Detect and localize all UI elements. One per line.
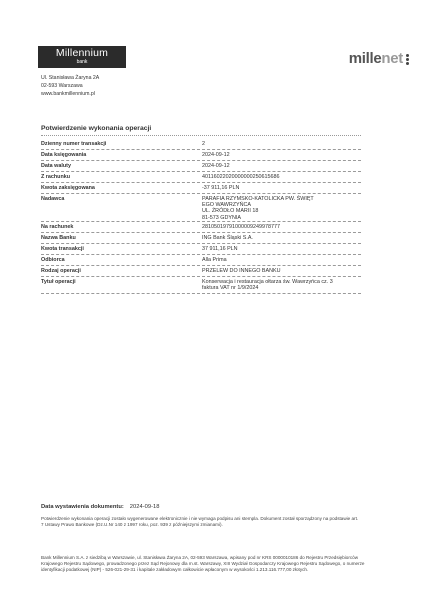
detail-label: Kwota zaksięgowana [41,185,95,191]
detail-label: Na rachunek [41,224,74,230]
detail-label: Dzienny numer transakcji [41,141,107,147]
millenet-logo [349,50,410,67]
detail-row [41,194,361,222]
detail-row [41,233,361,244]
detail-value [202,194,361,221]
detail-value-line: EGO WAWRZYŃCA [202,202,252,209]
detail-value: 28105019791000009249978777 [202,224,280,230]
detail-value: 2024-09-12 [202,152,230,158]
detail-label: Data księgowania [41,152,87,158]
detail-label: Data waluty [41,163,71,169]
divider [41,135,361,136]
detail-label: Tytuł operacji [41,279,76,285]
bank-legal-info: Bank Millennium S.A. z siedzibą w Warszawie, ul. Stanisława Żaryna 2A, 02-593 Warszawa, wpisany pod nr KRS 0000010186 do Rejestru Przedsiębiorców Krajowego Rejestru Sądowego, prowadzonego przez Sąd Rejonowy dla m.st. Warszawy, XIII Wydział Gospodarczy Krajowego Rejestru Sądowego, o numerze identyfikacji podatkowej (NIP) - 526-021-29-31 i kapitale zakładowym całkowicie wpłaconym w wysokości 1.213.116.777,00 złotych. [41,555,365,573]
detail-row [41,222,361,233]
document-date-label: Data wystawienia dokumentu: [41,504,124,510]
address-line: 02-593 Warszawa [41,83,83,90]
detail-value: 2 [202,141,205,147]
detail-value: ING Bank Śląski S.A. [202,235,253,241]
document-date [41,504,159,510]
electronic-notice: Potwierdzenie wykonania operacji zostało wygenerowane elektronicznie i nie wymaga podpisu ani stempla. Dokument został sporządzony na podstawie art. 7 Ustawy Prawo Bankowe (Dz.U.Nr 140 z 1997 roku, poz. 939 z późniejszymi zmianami). [41,516,359,527]
address-line: Ul. Stanisława Żaryna 2A [41,75,100,81]
document-date-value: 2024-09-18 [129,504,160,510]
logo-name: Millennium [55,47,109,59]
section-title: Potwierdzenie wykonania operacji [41,125,152,132]
detail-row [41,139,361,150]
detail-row [41,244,361,255]
detail-value: PRZELEW DO INNEGO BANKU [202,268,281,274]
detail-row [41,161,361,172]
detail-value: Alla Prima [202,257,227,263]
detail-value-line: faktura VAT nr 1/9/2024 [202,285,259,292]
detail-value: -37 911,16 PLN [202,185,240,191]
detail-value [202,277,361,293]
detail-row [41,172,361,183]
detail-label: Odbiorca [41,257,65,263]
detail-label: Rodzaj operacji [41,268,81,274]
millenet-main: mille [348,50,382,67]
dots-icon [406,53,410,66]
logo-sub: bank [76,59,88,65]
detail-value-line: 81-573 GDYNIA [202,214,241,221]
bank-website: www.bankmillennium.pl [41,91,95,98]
detail-label: Nazwa Banku [41,235,76,241]
detail-value-line: UL. ŹRÓDŁO MARII 18 [202,208,259,215]
detail-row [41,277,361,294]
details-table [41,139,361,294]
detail-label: Z rachunku [41,174,71,180]
millennium-logo [38,46,126,68]
detail-value: 40116022020000000250615686 [202,174,280,180]
detail-row [41,150,361,161]
detail-value-line: Konserwacja i restauracja ołtarza św. Wawrzyńca cz. 3 [202,279,333,285]
detail-row [41,183,361,194]
detail-value: 2024-09-12 [202,163,230,169]
detail-label: Kwota transakcji [41,246,84,252]
millenet-accent: net [381,50,403,67]
detail-row [41,255,361,266]
detail-label: Nadawca [41,196,65,202]
bank-address [41,74,99,99]
detail-value-line: PARAFIA RZYMSKO-KATOLICKA PW. ŚWIĘT [202,196,314,202]
detail-row [41,266,361,277]
detail-value: 37 911,16 PLN [202,246,238,252]
